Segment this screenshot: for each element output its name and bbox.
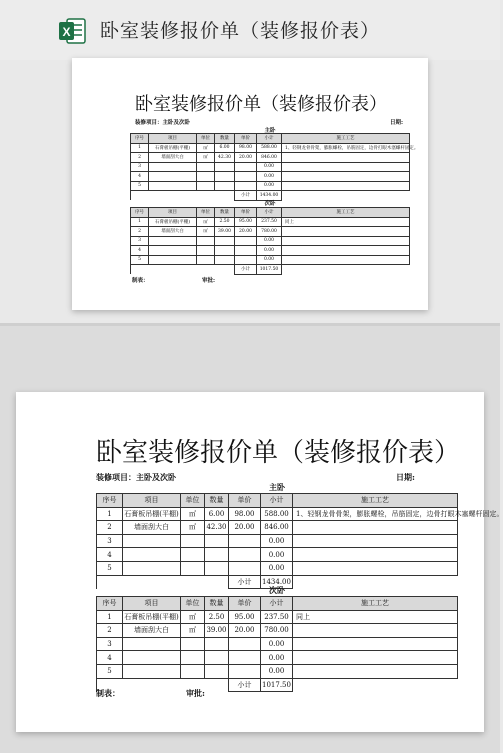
cell-subtotal: 846.00 <box>261 521 293 535</box>
cell-subtotal: 780.00 <box>257 227 282 237</box>
column-header: 项目 <box>123 597 181 611</box>
cell-no: 2 <box>131 153 149 163</box>
cell-price: 95.00 <box>229 610 261 624</box>
section-title-master: 主卧 <box>269 482 285 492</box>
cell-note <box>293 624 458 638</box>
cell-note <box>282 236 410 246</box>
cell-qty: 2.50 <box>215 217 235 227</box>
cell-note <box>282 162 410 172</box>
column-header: 单位 <box>181 494 205 508</box>
cell-item: 石膏板吊棚(平棚) <box>149 217 197 227</box>
cell-qty <box>215 236 235 246</box>
cell-no: 4 <box>131 172 149 182</box>
cell-unit: ㎡ <box>181 507 205 521</box>
footer-approve: 审批: <box>202 278 216 284</box>
doc-title: 卧室装修报价单（装修报价表） <box>135 94 387 115</box>
cell-item <box>149 246 197 256</box>
cell-unit <box>181 561 205 575</box>
table-row <box>97 548 458 562</box>
sheet-preview-large <box>16 392 503 732</box>
cell-no: 2 <box>131 227 149 237</box>
cell-qty <box>215 172 235 182</box>
cell-unit <box>197 181 215 191</box>
cell-subtotal: 780.00 <box>261 624 293 638</box>
column-header: 数量 <box>205 494 229 508</box>
subtotal-value: 1017.50 <box>261 678 293 692</box>
cell-qty <box>205 651 229 665</box>
quote-table-second <box>96 596 458 692</box>
table-row <box>97 637 458 651</box>
cell-subtotal: 0.00 <box>261 548 293 562</box>
column-header: 单价 <box>235 134 257 144</box>
cell-no: 2 <box>97 521 123 535</box>
cell-qty <box>215 181 235 191</box>
footer-approve: 审批: <box>186 688 205 698</box>
cell-price: 20.00 <box>235 227 257 237</box>
cell-item <box>149 236 197 246</box>
cell-price <box>235 246 257 256</box>
cell-subtotal: 0.00 <box>261 651 293 665</box>
cell-no: 5 <box>97 664 123 678</box>
cell-item <box>149 162 197 172</box>
section-title-master: 主卧 <box>264 128 276 134</box>
column-header: 序号 <box>97 494 123 508</box>
subtotal-value: 1017.50 <box>257 265 282 275</box>
cell-qty <box>205 548 229 562</box>
column-header: 数量 <box>205 597 229 611</box>
cell-price <box>235 255 257 265</box>
quote-table-master <box>96 493 503 589</box>
cell-qty: 6.00 <box>205 507 229 521</box>
table-header-row <box>97 494 458 508</box>
footer-maker: 制表： <box>132 278 149 284</box>
date-label: 日期: <box>396 472 415 482</box>
cell-subtotal: 0.00 <box>261 534 293 548</box>
cell-price: 95.00 <box>235 217 257 227</box>
cell-item <box>149 255 197 265</box>
table-row <box>97 507 458 521</box>
blank-cell <box>123 678 181 692</box>
table-header-row <box>131 134 410 144</box>
cell-qty: 39.00 <box>215 227 235 237</box>
cell-unit <box>181 548 205 562</box>
cell-note <box>293 521 458 535</box>
table-row <box>131 172 410 182</box>
cell-subtotal: 0.00 <box>257 172 282 182</box>
cell-price: 98.00 <box>229 507 261 521</box>
cell-no: 4 <box>97 651 123 665</box>
cell-subtotal: 0.00 <box>261 637 293 651</box>
cell-unit: ㎡ <box>181 624 205 638</box>
table-header-row <box>97 597 458 611</box>
cell-item: 墙面刮大白 <box>123 624 181 638</box>
cell-unit <box>181 651 205 665</box>
cell-subtotal: 0.00 <box>257 255 282 265</box>
cell-price <box>229 561 261 575</box>
cell-price: 20.00 <box>229 521 261 535</box>
cell-unit <box>197 255 215 265</box>
cell-no: 2 <box>97 624 123 638</box>
cell-subtotal: 237.50 <box>261 610 293 624</box>
column-header: 序号 <box>97 597 123 611</box>
date-label: 日期: <box>390 120 404 126</box>
cell-qty: 42.30 <box>205 521 229 535</box>
cell-price <box>229 651 261 665</box>
blank-cell <box>149 265 197 275</box>
table-row <box>131 162 410 172</box>
cell-note <box>282 181 410 191</box>
table-row <box>97 610 458 624</box>
table-row <box>97 561 458 575</box>
cell-unit: ㎡ <box>197 153 215 163</box>
column-header: 单位 <box>197 208 215 218</box>
cell-note <box>282 255 410 265</box>
cell-no: 1 <box>131 217 149 227</box>
cell-price <box>235 162 257 172</box>
cell-note: 同上 <box>282 217 410 227</box>
column-header: 小计 <box>261 597 293 611</box>
cell-price <box>235 236 257 246</box>
cell-item: 石膏板吊棚(平棚) <box>123 610 181 624</box>
column-header: 单价 <box>235 208 257 218</box>
cell-price <box>229 534 261 548</box>
cell-note: 同上 <box>293 610 458 624</box>
blank-cell <box>293 678 458 692</box>
cell-unit <box>181 534 205 548</box>
table-row <box>131 153 410 163</box>
cell-subtotal: 237.50 <box>257 217 282 227</box>
table-row <box>97 664 458 678</box>
column-header: 单位 <box>197 134 215 144</box>
doc-title: 卧室装修报价单（装修报价表） <box>96 438 461 468</box>
cell-subtotal: 0.00 <box>261 664 293 678</box>
cell-qty <box>215 255 235 265</box>
blank-cell <box>215 265 235 275</box>
cell-qty <box>205 664 229 678</box>
cell-qty <box>205 561 229 575</box>
column-header: 单价 <box>229 494 261 508</box>
quote-table-master <box>130 133 419 201</box>
cell-no: 3 <box>131 162 149 172</box>
section-title-second: 次卧 <box>269 585 285 595</box>
cell-price <box>235 172 257 182</box>
cell-no: 5 <box>131 181 149 191</box>
table-row <box>97 534 458 548</box>
cell-unit <box>181 664 205 678</box>
table-row <box>97 624 458 638</box>
table-row <box>131 217 410 227</box>
cell-no: 1 <box>97 610 123 624</box>
cell-note <box>282 153 410 163</box>
cell-price <box>229 548 261 562</box>
column-header: 项目 <box>149 134 197 144</box>
subtotal-row <box>97 678 458 692</box>
cell-no: 4 <box>97 548 123 562</box>
cell-unit <box>197 162 215 172</box>
table-row <box>131 255 410 265</box>
cell-unit <box>197 172 215 182</box>
cell-subtotal: 846.00 <box>257 153 282 163</box>
subtotal-label: 小计 <box>229 678 261 692</box>
column-header: 小计 <box>257 208 282 218</box>
column-header: 项目 <box>123 494 181 508</box>
table-row <box>131 143 410 153</box>
blank-cell <box>205 678 229 692</box>
cell-note <box>282 172 410 182</box>
cell-unit: ㎡ <box>181 610 205 624</box>
banner-title: 卧室装修报价单（装修报价表） <box>100 20 381 42</box>
project-label: 装修项目：主卧及次卧 <box>135 120 191 126</box>
cell-price: 98.00 <box>235 143 257 153</box>
cell-subtotal: 588.00 <box>261 507 293 521</box>
top-banner <box>0 0 500 60</box>
cell-no: 3 <box>131 236 149 246</box>
cell-item <box>123 561 181 575</box>
column-header: 施工工艺 <box>293 494 458 508</box>
subtotal-value: 1434.00 <box>257 191 282 201</box>
blank-cell <box>197 265 215 275</box>
cell-note: 1、轻钢龙骨骨架，膨胀螺栓，吊筋固定，边骨打眼木塞螺杆固定。 <box>293 507 458 521</box>
column-header: 单位 <box>181 597 205 611</box>
cell-price: 20.00 <box>235 153 257 163</box>
subtotal-label: 小计 <box>235 191 257 201</box>
blank-cell <box>282 265 410 275</box>
cell-item <box>123 664 181 678</box>
cell-item <box>149 181 197 191</box>
table-header-row <box>131 208 410 218</box>
cell-note <box>293 637 458 651</box>
quote-table-second <box>130 207 410 275</box>
cell-unit <box>197 246 215 256</box>
excel-icon <box>57 16 87 46</box>
project-label: 装修项目：主卧及次卧 <box>96 472 176 482</box>
cell-qty <box>205 534 229 548</box>
table-row <box>97 521 458 535</box>
column-header: 小计 <box>257 134 282 144</box>
cell-qty: 42.30 <box>215 153 235 163</box>
section-title-second: 次卧 <box>264 201 276 207</box>
column-header: 施工工艺 <box>293 597 458 611</box>
cell-item <box>149 172 197 182</box>
cell-item: 石膏板吊棚(平棚) <box>123 507 181 521</box>
column-header: 施工工艺 <box>282 134 410 144</box>
cell-note: 1、轻钢龙骨骨架，膨胀螺栓，吊筋固定，边骨打眼木塞螺杆固定。 <box>282 143 410 153</box>
cell-no: 1 <box>131 143 149 153</box>
cell-note <box>282 227 410 237</box>
subtotal-label: 小计 <box>229 575 261 589</box>
table-row <box>131 181 410 191</box>
svg-text:X: X <box>62 25 71 39</box>
cell-qty <box>215 162 235 172</box>
cell-note <box>293 561 458 575</box>
cell-unit: ㎡ <box>181 521 205 535</box>
column-header: 施工工艺 <box>282 208 410 218</box>
cell-subtotal: 588.00 <box>257 143 282 153</box>
cell-no: 5 <box>97 561 123 575</box>
sheet-preview-small <box>72 58 428 310</box>
column-header: 小计 <box>261 494 293 508</box>
cell-item: 墙面刮大白 <box>123 521 181 535</box>
cell-no: 4 <box>131 246 149 256</box>
cell-qty: 2.50 <box>205 610 229 624</box>
cell-subtotal: 0.00 <box>261 561 293 575</box>
table-row <box>131 246 410 256</box>
subtotal-value: 1434.00 <box>261 575 293 589</box>
cell-note <box>282 246 410 256</box>
column-header: 序号 <box>131 134 149 144</box>
cell-note <box>293 548 458 562</box>
cell-subtotal: 0.00 <box>257 162 282 172</box>
cell-no: 5 <box>131 255 149 265</box>
cell-item <box>123 637 181 651</box>
cell-qty <box>215 246 235 256</box>
cell-subtotal: 0.00 <box>257 246 282 256</box>
column-header: 数量 <box>215 208 235 218</box>
cell-no: 3 <box>97 637 123 651</box>
divider <box>0 323 500 326</box>
cell-item: 墙面刮大白 <box>149 153 197 163</box>
cell-note <box>293 534 458 548</box>
cell-price <box>229 637 261 651</box>
cell-price <box>235 181 257 191</box>
column-header: 单价 <box>229 597 261 611</box>
cell-price: 20.00 <box>229 624 261 638</box>
footer-maker: 制表： <box>96 688 120 698</box>
column-header: 数量 <box>215 134 235 144</box>
cell-qty <box>205 637 229 651</box>
cell-no: 3 <box>97 534 123 548</box>
subtotal-row <box>131 265 410 275</box>
cell-item: 石膏板吊棚(平棚) <box>149 143 197 153</box>
cell-qty: 6.00 <box>215 143 235 153</box>
column-header: 项目 <box>149 208 197 218</box>
cell-item <box>123 651 181 665</box>
cell-no: 1 <box>97 507 123 521</box>
table-row <box>131 236 410 246</box>
cell-price <box>229 664 261 678</box>
table-row <box>97 651 458 665</box>
cell-subtotal: 0.00 <box>257 181 282 191</box>
cell-item: 墙面刮大白 <box>149 227 197 237</box>
cell-qty: 39.00 <box>205 624 229 638</box>
cell-unit: ㎡ <box>197 227 215 237</box>
table-row <box>131 227 410 237</box>
blank-cell <box>131 265 149 275</box>
cell-unit <box>181 637 205 651</box>
cell-item <box>123 534 181 548</box>
cell-item <box>123 548 181 562</box>
cell-unit: ㎡ <box>197 143 215 153</box>
subtotal-label: 小计 <box>235 265 257 275</box>
cell-note <box>293 651 458 665</box>
cell-unit: ㎡ <box>197 217 215 227</box>
column-header: 序号 <box>131 208 149 218</box>
cell-subtotal: 0.00 <box>257 236 282 246</box>
cell-note <box>293 664 458 678</box>
cell-unit <box>197 236 215 246</box>
